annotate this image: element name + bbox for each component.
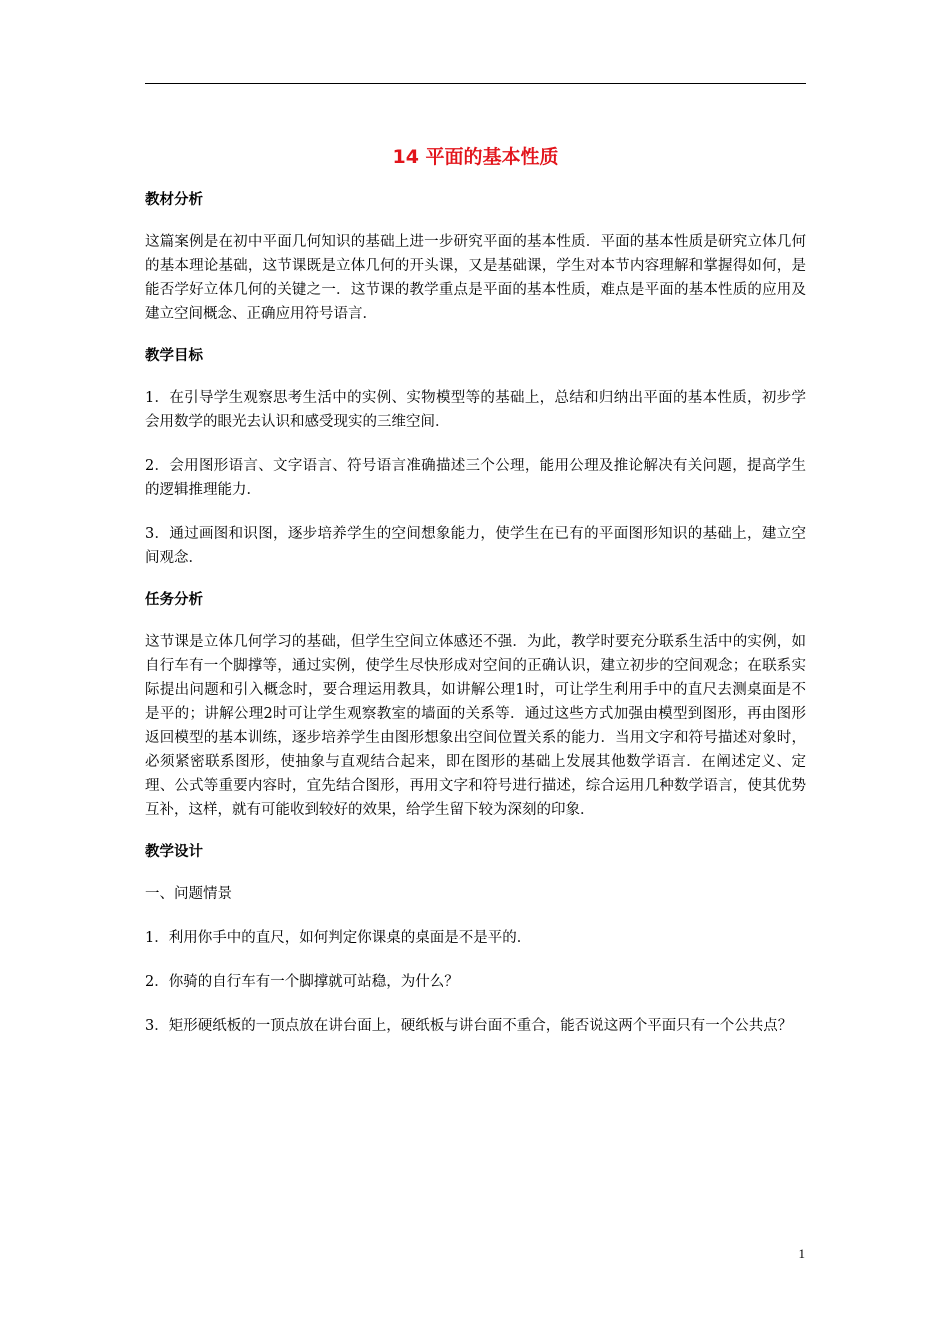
problem-scenario-subheading: 一、问题情景 [145, 886, 232, 902]
question-item-2: 2．你骑的自行车有一个脚撑就可站稳，为什么？ [145, 974, 459, 990]
question-item-1: 1．利用你手中的直尺，如何判定你课桌的桌面是不是平的． [145, 930, 532, 946]
objective-item-2: 2．会用图形语言、文字语言、符号语言准确描述三个公理，能用公理及推论解决有关问题，提高学生的逻辑推理能力． [145, 458, 806, 498]
header-rule [145, 83, 806, 84]
objective-item-3: 3．通过画图和识图，逐步培养学生的空间想象能力，使学生在已有的平面图形知识的基础上，建立空间观念． [145, 526, 806, 566]
section-heading-materials-analysis: 教材分析 [145, 192, 203, 208]
document-title: 14 平面的基本性质 [392, 146, 559, 168]
section-heading-teaching-objectives: 教学目标 [145, 348, 203, 364]
section-heading-teaching-design: 教学设计 [145, 844, 203, 860]
objective-item-1: 1．在引导学生观察思考生活中的实例、实物模型等的基础上，总结和归纳出平面的基本性质，初步学会用数学的眼光去认识和感受现实的三维空间． [145, 390, 806, 430]
document-body [145, 142, 806, 1058]
question-item-3: 3．矩形硬纸板的一顶点放在讲台面上，硬纸板与讲台面不重合，能否说这两个平面只有一个公共点？ [145, 1018, 793, 1034]
materials-analysis-paragraph: 这篇案例是在初中平面几何知识的基础上进一步研究平面的基本性质．平面的基本性质是研究立体几何的基本理论基础，这节课既是立体几何的开头课，又是基础课，学生对本节内容理解和掌握得如何，是能否学好立体几何的关键之一．这节课的教学重点是平面的基本性质，难点是平面的基本性质的应用及建立空间概念、正确应用符号语言． [145, 234, 806, 322]
section-heading-task-analysis: 任务分析 [145, 592, 203, 608]
page-number: 1 [798, 1246, 805, 1261]
task-analysis-paragraph: 这节课是立体几何学习的基础，但学生空间立体感还不强．为此，教学时要充分联系生活中的实例，如自行车有一个脚撑等，通过实例，使学生尽快形成对空间的正确认识，建立初步的空间观念；在联系实际提出问题和引入概念时，要合理运用教具，如讲解公理1时，可让学生利用手中的直尺去测桌面是不是平的；讲解公理2时可让学生观察教室的墙面的关系等．通过这些方式加强由模型到图形，再由图形返回模型的基本训练，逐步培养学生由图形想象出空间位置关系的能力．当用文字和符号描述对象时，必须紧密联系图形，使抽象与直观结合起来，即在图形的基础上发展其他数学语言．在阐述定义、定理、公式等重要内容时，宜先结合图形，再用文字和符号进行描述，综合运用几种数学语言，使其优势互补，这样，就有可能收到较好的效果，给学生留下较为深刻的印象． [145, 634, 806, 818]
